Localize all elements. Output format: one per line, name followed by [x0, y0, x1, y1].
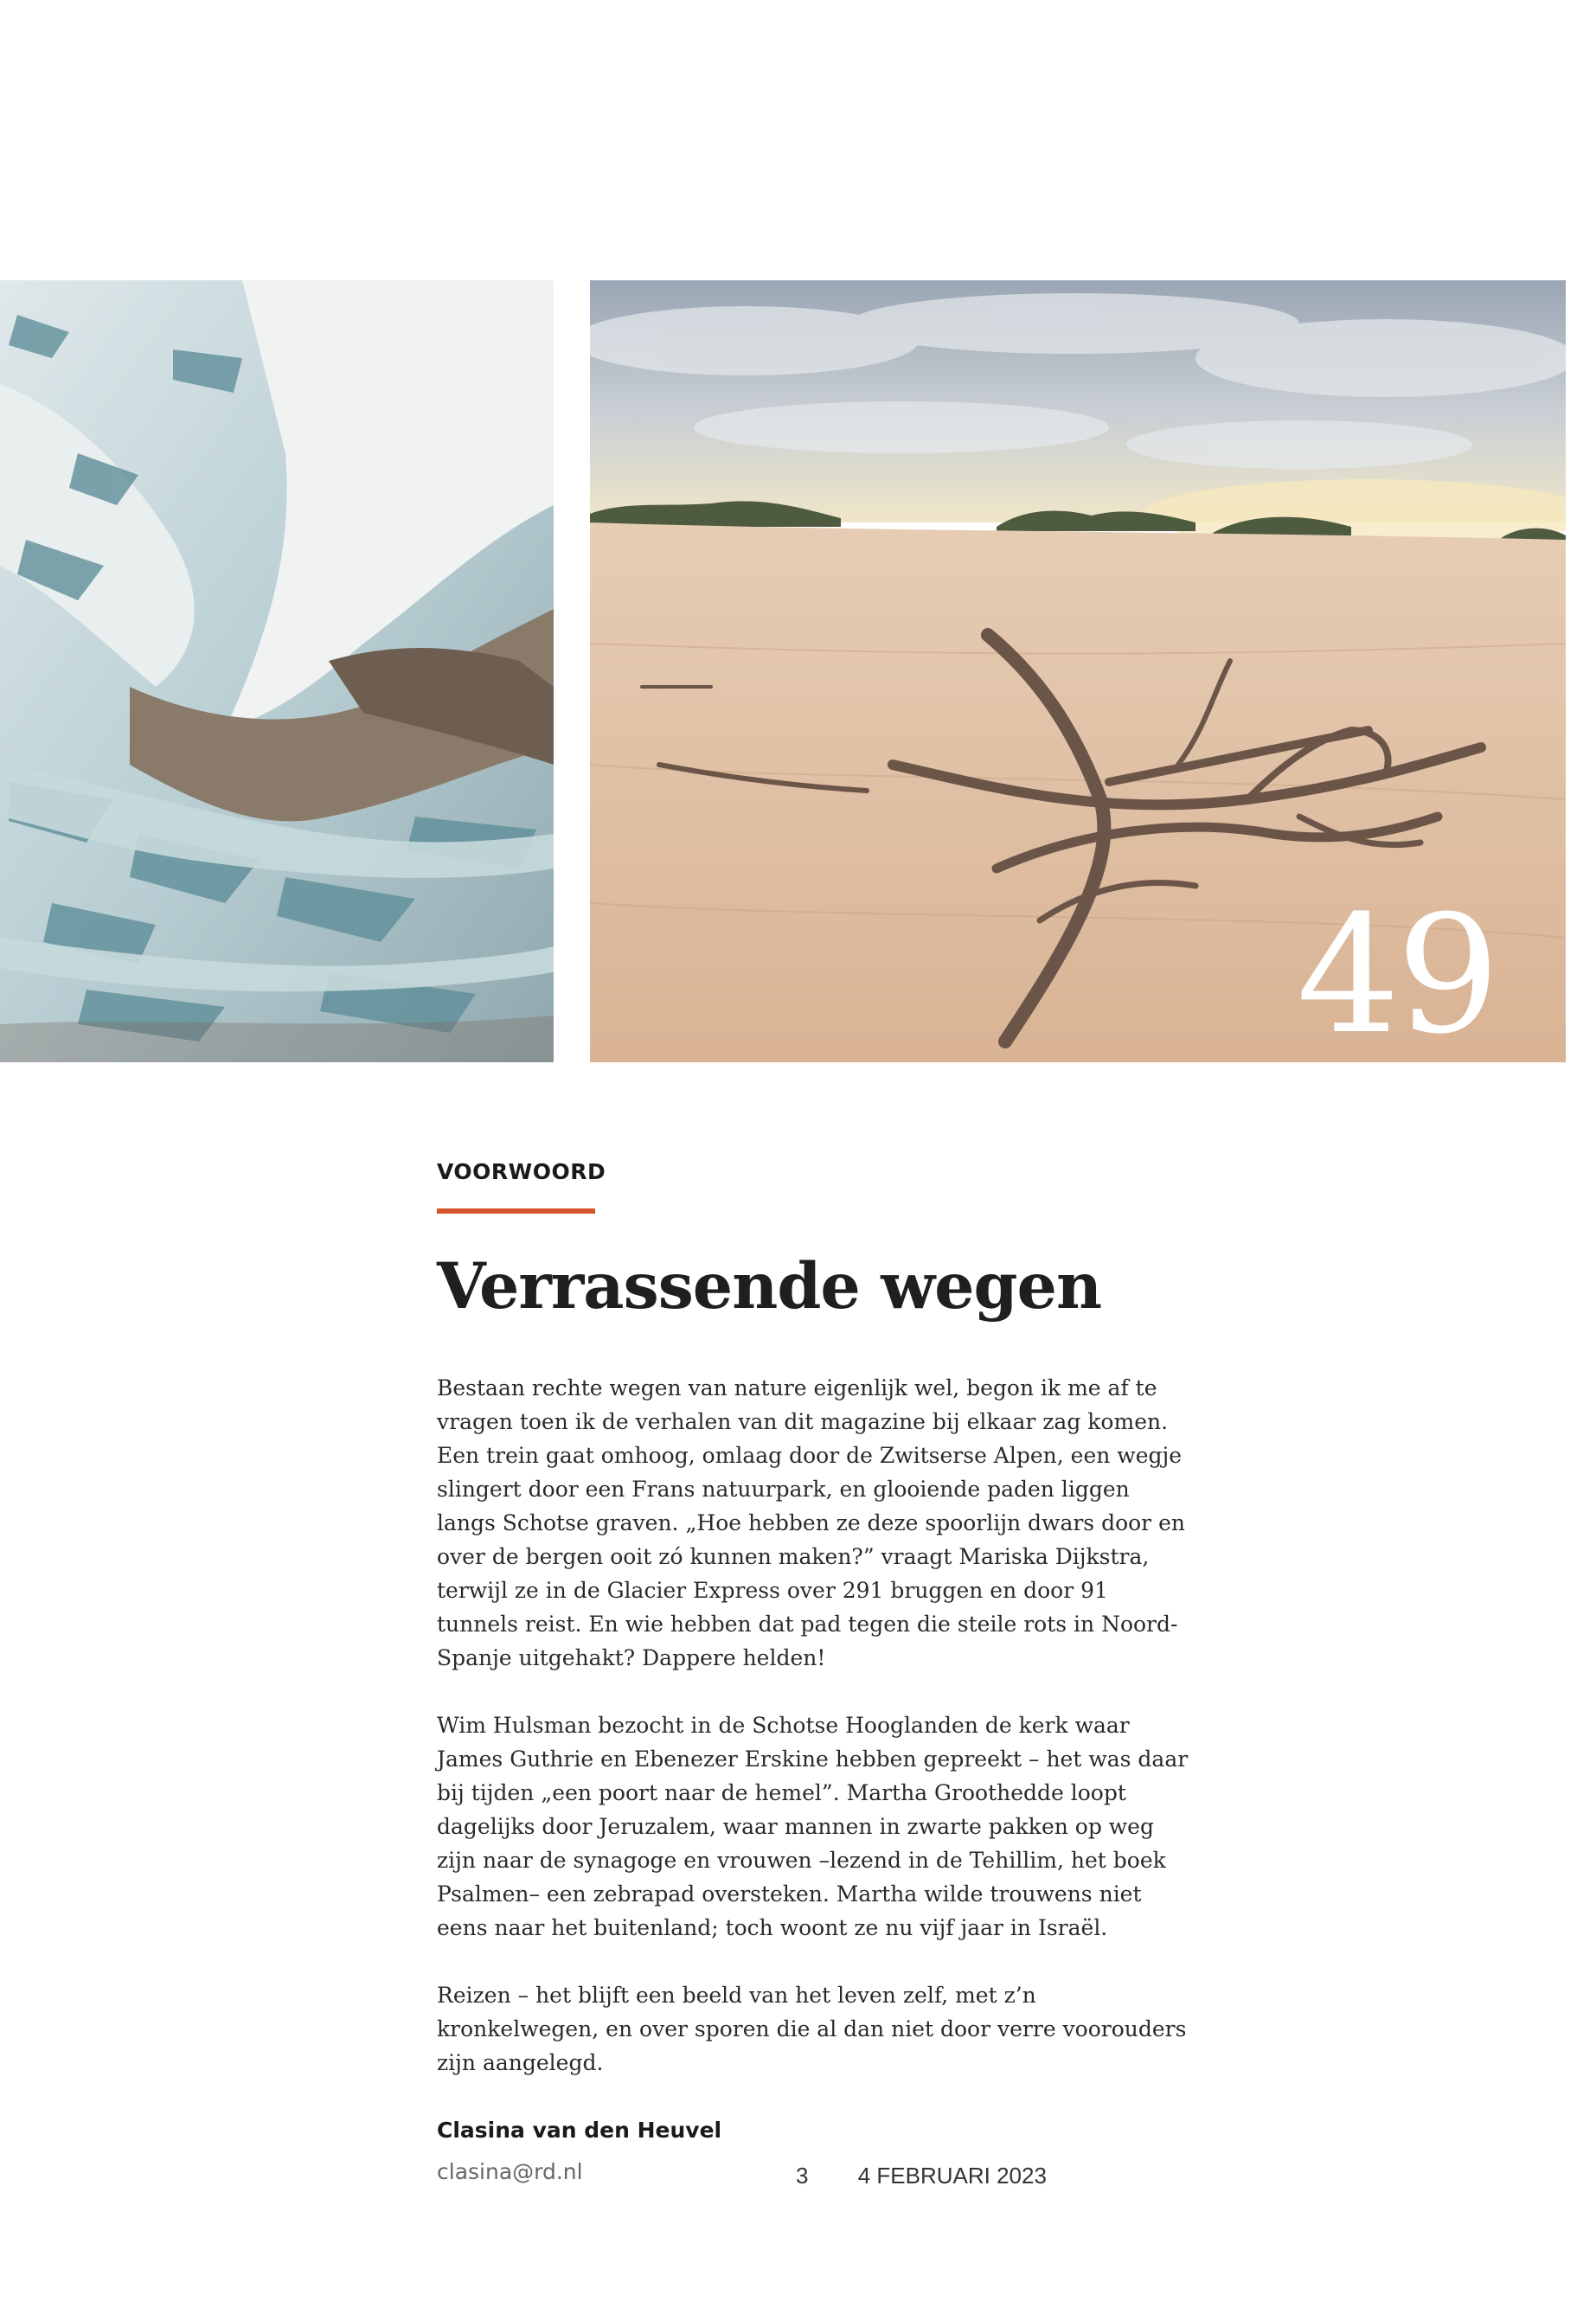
dunes-photo	[590, 280, 1566, 1062]
issue-number: 49	[1296, 881, 1497, 1062]
paragraph: Wim Hulsman bezocht in de Schotse Hooglanden de kerk waar James Guthrie en Ebenezer Erskine hebben gepreekt – het was daar bij tijden „een poort naar de hemel”. Martha Groothedde loopt dagelijks door Jeruzalem, waar mannen in zwarte pakken op weg zijn naar de synagoge en vrouwen –lezend in de Tehillim, het boek Psalmen– een zebrapad oversteken. Martha wilde trouwens niet eens naar het buitenland; toch woont ze nu vijf jaar in Israël.	[437, 1713, 1189, 1940]
article-headline: Verrassende wegen	[437, 1249, 1102, 1324]
paragraph: Bestaan rechte wegen van nature eigenlijk wel, begon ik me af te vragen toen ik de verhalen van dit magazine bij elkaar zag komen. Een trein gaat omhoog, omlaag door de Zwitserse Alpen, een wegje slingert door een Frans natuurpark, en glooiende paden liggen langs Schotse graven. „Hoe hebben ze deze spoorlijn dwars door en over de bergen ooit zó kunnen maken?” vraagt Mariska Dijkstra, terwijl ze in de Glacier Express over 291 bruggen en door 91 tunnels reist. En wie hebben dat pad tegen die steile rots in Noord-Spanje uitgehakt? Dappere helden!	[437, 1375, 1185, 1670]
page-footer	[796, 2163, 1047, 2189]
editorial-article	[437, 1155, 1189, 2189]
author-email[interactable]: clasina@rd.nl	[437, 2159, 583, 2184]
page-number: 3	[796, 2163, 809, 2189]
article-body	[437, 1371, 1189, 2080]
accent-rule	[437, 1208, 595, 1214]
issue-date: 4 FEBRUARI 2023	[857, 2163, 1047, 2189]
paragraph: Reizen – het blijft een beeld van het leven zelf, met z’n kronkelwegen, en over sporen die al dan niet door verre voorouders zijn aangelegd.	[437, 1983, 1187, 2075]
glacier-photo	[0, 280, 554, 1062]
author-name: Clasina van den Heuvel	[437, 2118, 722, 2143]
section-label: VOORWOORD	[437, 1159, 606, 1184]
glacier-illustration	[0, 280, 554, 1062]
